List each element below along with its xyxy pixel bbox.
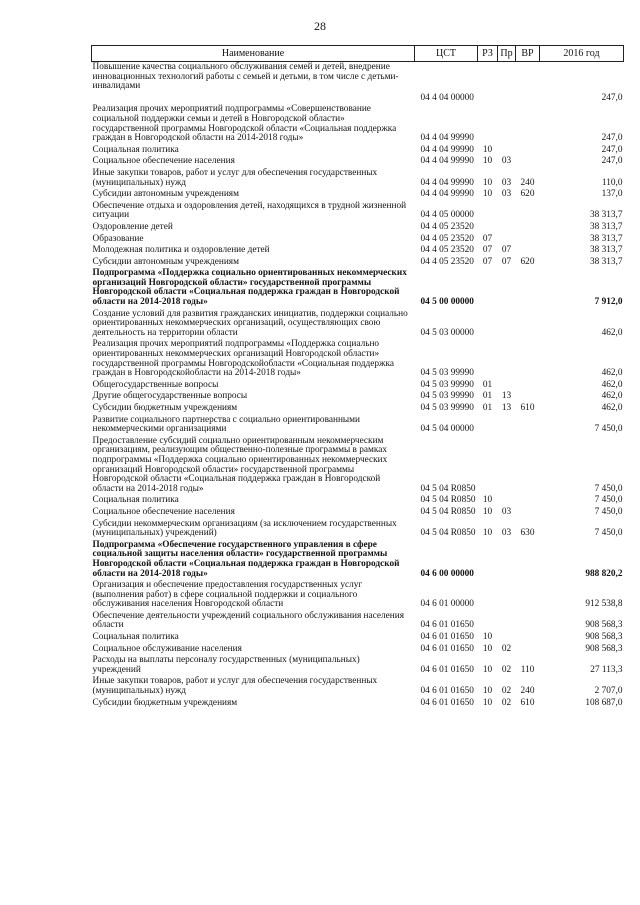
cell-rz: 07 — [482, 245, 493, 256]
cell-rz: 10 — [482, 528, 493, 539]
cell-vr: 240 — [520, 177, 535, 188]
cell-cst — [415, 62, 478, 93]
cell-name: Обеспечение деятельности учреждений социального обслуживания населения области — [92, 610, 405, 631]
cell-rz — [478, 339, 498, 379]
table-row — [92, 611, 624, 632]
cell-name: Молодежная политика и оздоровление детей — [92, 245, 270, 256]
cell-cst: 04 5 03 99990 — [420, 368, 474, 379]
table-row — [92, 519, 624, 540]
table-row — [92, 698, 624, 710]
cell-sum: 247,0 — [601, 92, 623, 103]
table-row — [92, 189, 624, 201]
cell-cst: 04 4 04 99990 — [420, 133, 474, 144]
cell-cst: 04 6 01 01650 — [420, 620, 474, 631]
cell-sum: 247,0 — [601, 133, 623, 144]
cell-vr — [516, 234, 540, 246]
cell-vr — [516, 339, 540, 379]
cell-vr: 620 — [520, 256, 535, 267]
cell-rz — [478, 309, 498, 340]
cell-sum: 27 113,3 — [590, 664, 623, 675]
cell-rz: 10 — [482, 664, 493, 675]
cell-pr: 13 — [501, 391, 512, 402]
cell-name: Реализация прочих мероприятий подпрограммы «Поддержка социально ориентированных некоммерческих организаций Новгородской области» государственной программы Новгородскойобласти «Социальная поддержка граждан в Новгородскойобласти на 2014-2018 годы» — [92, 339, 394, 379]
cell-sum: 912 538,8 — [585, 599, 623, 610]
cell-pr — [498, 104, 516, 144]
cell-pr — [498, 495, 516, 507]
cell-cst: 04 4 05 23520 — [420, 221, 474, 232]
cell-rz: 10 — [482, 189, 493, 200]
cell-rz: 01 — [482, 379, 493, 390]
cell-cst: 04 6 01 01650 — [420, 686, 474, 697]
cell-name: Повышение качества социального обслуживания семей и детей, внедрение инновационных технологий работы с семьей и детьми, в том числе с детьми-инвалидами — [92, 62, 399, 92]
cell-name: Создание условий для развития гражданских инициатив, поддержки социально ориентированных некоммерческих организаций, осуществляющих свою деятельность на территории области — [92, 308, 408, 338]
cell-pr — [498, 62, 516, 93]
cell-sum: 7 450,0 — [594, 528, 623, 539]
cell-name: Организация и обеспечение предоставления государственных услуг (выполнения работ) в сфере социальной поддержки и социального обслуживания населения Новгородской области — [92, 580, 363, 610]
cell-name: Социальное обслуживание населения — [92, 643, 242, 654]
cell-pr: 03 — [501, 528, 512, 539]
cell-pr: 02 — [501, 697, 512, 708]
cell-vr: 630 — [520, 528, 535, 539]
cell-pr: 03 — [501, 177, 512, 188]
cell-sum: 2 707,0 — [594, 686, 623, 697]
cell-rz — [478, 415, 498, 436]
cell-pr — [498, 580, 516, 611]
cell-sum: 247,0 — [601, 144, 623, 155]
cell-name: Подпрограмма «Обеспечение государственного управления в сфере социальной защиты населения области» государственной программы Новгородской области «Социальная поддержка граждан в Новгородской области на 2014-2018 годы» — [92, 539, 400, 579]
cell-name: Общегосударственные вопросы — [92, 379, 219, 390]
cell-rz: 10 — [482, 643, 493, 654]
cell-sum: 462,0 — [601, 379, 623, 390]
table-row — [92, 145, 624, 157]
cell-cst: 04 6 01 01650 — [420, 697, 474, 708]
cell-rz: 01 — [482, 391, 493, 402]
table-row — [92, 495, 624, 507]
header-name: Наименование — [92, 46, 415, 62]
cell-rz — [478, 436, 498, 496]
cell-name: Социальная политика — [92, 632, 179, 643]
cell-cst: 04 4 04 99990 — [420, 144, 474, 155]
table-row — [92, 268, 624, 308]
cell-cst: 04 5 00 00000 — [420, 297, 474, 308]
cell-vr: 240 — [520, 686, 535, 697]
cell-cst: 04 4 04 99990 — [420, 177, 474, 188]
table-row — [92, 245, 624, 257]
cell-pr: 02 — [501, 643, 512, 654]
cell-rz: 07 — [482, 233, 493, 244]
cell-vr — [516, 644, 540, 656]
cell-cst: 04 5 04 R0850 — [420, 528, 476, 539]
cell-cst: 04 5 04 R0850 — [420, 495, 476, 506]
cell-name: Социальная политика — [92, 144, 179, 155]
cell-pr: 13 — [501, 403, 512, 413]
cell-vr — [516, 415, 540, 436]
cell-name: Субсидии автономным учреждениям — [92, 256, 239, 267]
cell-cst: 04 5 03 99990 — [420, 391, 474, 402]
cell-pr — [498, 234, 516, 246]
cell-sum: 38 313,7 — [589, 245, 623, 256]
cell-vr — [516, 380, 540, 392]
cell-rz: 10 — [482, 506, 493, 517]
cell-pr — [498, 540, 516, 580]
cell-sum: 247,0 — [601, 156, 623, 167]
cell-pr — [498, 436, 516, 496]
cell-pr — [498, 222, 516, 234]
cell-rz — [478, 611, 498, 632]
cell-pr: 07 — [501, 245, 512, 256]
cell-pr — [498, 309, 516, 340]
cell-sum: 38 313,7 — [589, 233, 623, 244]
cell-vr — [516, 436, 540, 496]
table-row — [92, 632, 624, 644]
cell-name: Социальное обеспечение населения — [92, 506, 235, 517]
table-row — [92, 415, 624, 436]
cell-sum: 462,0 — [601, 403, 623, 413]
budget-table — [91, 45, 624, 709]
cell-rz: 10 — [482, 632, 493, 643]
header-cst: ЦСТ — [415, 46, 478, 62]
cell-vr — [516, 391, 540, 403]
cell-rz: 10 — [482, 156, 493, 167]
cell-pr — [498, 415, 516, 436]
table-row — [92, 655, 624, 676]
table-row — [92, 156, 624, 168]
cell-vr — [516, 222, 540, 234]
cell-rz: 10 — [482, 697, 493, 708]
cell-sum: 7 912,0 — [594, 297, 623, 308]
cell-cst: 04 4 04 00000 — [420, 92, 474, 103]
cell-sum: 7 450,0 — [594, 424, 623, 435]
cell-cst: 04 4 04 99990 — [420, 189, 474, 200]
cell-name: Субсидии бюджетным учреждениям — [92, 403, 238, 413]
cell-pr — [498, 380, 516, 392]
cell-sum: 38 313,7 — [589, 256, 623, 267]
header-sum: 2016 год — [540, 46, 624, 62]
cell-sum: 7 450,0 — [594, 495, 623, 506]
cell-cst: 04 6 01 00000 — [420, 599, 474, 610]
cell-name: Образование — [92, 233, 144, 244]
table-body — [92, 62, 624, 710]
cell-name — [92, 93, 415, 105]
cell-cst: 04 6 00 00000 — [420, 568, 474, 579]
cell-sum: 462,0 — [601, 327, 623, 338]
cell-cst: 04 5 03 99990 — [420, 403, 474, 413]
cell-pr — [498, 339, 516, 379]
table-row — [92, 168, 624, 189]
cell-name: Субсидии некоммерческим организациям (за исключением государственных (муниципальных) учреждений) — [92, 518, 397, 539]
table-row — [92, 403, 624, 415]
table-row — [92, 201, 624, 222]
table-row — [92, 93, 624, 105]
cell-vr: 610 — [520, 403, 535, 413]
cell-rz — [478, 93, 498, 105]
cell-sum: 462,0 — [601, 368, 623, 379]
table-row — [92, 644, 624, 656]
cell-sum: 38 313,7 — [589, 221, 623, 232]
page-number: 28 — [314, 19, 326, 33]
cell-pr — [498, 632, 516, 644]
table-row — [92, 234, 624, 246]
cell-pr: 02 — [501, 664, 512, 675]
cell-cst: 04 6 01 01650 — [420, 632, 474, 643]
cell-vr — [516, 580, 540, 611]
table-row — [92, 257, 624, 269]
cell-rz — [478, 268, 498, 308]
cell-cst: 04 4 05 23520 — [420, 233, 474, 244]
table-row — [92, 104, 624, 144]
table-row — [92, 676, 624, 697]
cell-sum: 7 450,0 — [594, 506, 623, 517]
cell-rz — [478, 62, 498, 93]
cell-rz: 10 — [482, 686, 493, 697]
cell-vr — [516, 93, 540, 105]
cell-vr — [516, 62, 540, 93]
cell-pr — [498, 145, 516, 157]
cell-vr: 110 — [520, 664, 535, 675]
cell-sum — [540, 62, 624, 93]
cell-sum: 462,0 — [601, 391, 623, 402]
cell-rz — [478, 580, 498, 611]
cell-vr: 620 — [520, 189, 535, 200]
cell-cst: 04 4 05 23520 — [420, 245, 474, 256]
cell-sum: 137,0 — [601, 189, 623, 200]
cell-sum: 988 820,2 — [585, 568, 623, 579]
cell-rz: 10 — [482, 495, 493, 506]
cell-name: Расходы на выплаты персоналу государственных (муниципальных) учреждений — [92, 655, 360, 675]
cell-cst: 04 5 03 00000 — [420, 327, 474, 338]
cell-vr — [516, 309, 540, 340]
table-row — [92, 380, 624, 392]
table-row — [92, 62, 624, 93]
cell-name: Другие общегосударственные вопросы — [92, 391, 248, 402]
cell-vr — [516, 268, 540, 308]
table-row — [92, 580, 624, 611]
header-vr: ВР — [516, 46, 540, 62]
cell-sum: 38 313,7 — [589, 210, 623, 221]
cell-pr — [498, 611, 516, 632]
cell-cst: 04 5 04 R0850 — [420, 506, 476, 517]
cell-vr — [516, 507, 540, 519]
cell-name: Социальное обеспечение населения — [92, 156, 235, 167]
cell-cst: 04 6 01 01650 — [420, 664, 474, 675]
cell-cst: 04 6 01 01650 — [420, 643, 474, 654]
cell-cst: 04 4 05 23520 — [420, 256, 474, 267]
cell-sum: 110,0 — [601, 177, 623, 188]
cell-sum: 908 568,3 — [585, 620, 623, 631]
cell-rz — [478, 201, 498, 222]
cell-name: Иные закупки товаров, работ и услуг для обеспечения государственных (муниципальных) нужд — [92, 167, 378, 188]
cell-cst: 04 5 04 R0850 — [420, 483, 476, 494]
cell-vr — [516, 145, 540, 157]
cell-name: Развитие социального партнерства с социально ориентированными некоммерческими организациями — [92, 414, 361, 435]
cell-name: Оздоровление детей — [92, 221, 173, 232]
cell-vr — [516, 611, 540, 632]
cell-name: Субсидии бюджетным учреждениям — [92, 697, 238, 708]
cell-sum: 908 568,3 — [585, 632, 623, 643]
cell-rz: 01 — [482, 403, 493, 413]
cell-cst: 04 4 05 00000 — [420, 210, 474, 221]
cell-rz: 10 — [482, 144, 493, 155]
cell-pr: 02 — [501, 686, 512, 697]
table-row — [92, 222, 624, 234]
table-header — [92, 46, 624, 62]
cell-name: Обеспечение отдыха и оздоровления детей, находящихся в трудной жизненной ситуации — [92, 200, 407, 221]
cell-pr: 03 — [501, 189, 512, 200]
cell-rz — [478, 540, 498, 580]
cell-name: Субсидии автономным учреждениям — [92, 189, 239, 200]
cell-pr — [498, 201, 516, 222]
cell-pr — [498, 93, 516, 105]
cell-cst: 04 4 04 99990 — [420, 156, 474, 167]
cell-vr — [516, 156, 540, 168]
cell-cst: 04 5 03 99990 — [420, 379, 474, 390]
cell-cst: 04 5 04 00000 — [420, 424, 474, 435]
cell-name: Подпрограмма «Поддержка социально ориентированных некоммерческих организаций Новгородской области» государственной программы Новгородской области «Социальная поддержка граждан в Новгородской области на 2014-2018 годы» — [92, 268, 407, 308]
cell-sum: 7 450,0 — [594, 483, 623, 494]
cell-pr: 07 — [501, 256, 512, 267]
table-row — [92, 436, 624, 496]
cell-vr — [516, 540, 540, 580]
cell-sum: 108 687,0 — [585, 697, 623, 708]
table-row — [92, 507, 624, 519]
header-rz: РЗ — [478, 46, 498, 62]
cell-rz: 10 — [482, 177, 493, 188]
cell-pr: 03 — [501, 506, 512, 517]
cell-vr — [516, 201, 540, 222]
table-row — [92, 309, 624, 340]
table-row — [92, 339, 624, 379]
table-row — [92, 391, 624, 403]
cell-rz — [478, 222, 498, 234]
cell-rz — [478, 104, 498, 144]
table-row — [92, 540, 624, 580]
cell-name: Реализация прочих мероприятий подпрограммы «Совершенствование социальной поддержки семьи и детей в Новгородской области» государственной программы Новгородской области «Социальная поддержка граждан в Новгородской области на 2014-2018 годы» — [92, 104, 397, 144]
cell-name: Предоставление субсидий социально ориентированным некоммерческим организациям, реализующим общественно-полезные программы в рамках подпрограммы «Поддержка социально ориентированных некоммерческих организаций Новгородской области» государственной программы Новгородской области «Социальная поддержка граждан в Новгородской области на 2014-2018 годы» — [92, 435, 388, 494]
cell-vr: 610 — [520, 697, 535, 708]
cell-vr — [516, 632, 540, 644]
cell-pr — [498, 268, 516, 308]
cell-vr — [516, 104, 540, 144]
header-pr: Пр — [498, 46, 516, 62]
cell-pr: 03 — [501, 156, 512, 167]
cell-name: Социальная политика — [92, 495, 179, 506]
cell-sum: 908 568,3 — [585, 643, 623, 654]
cell-vr — [516, 245, 540, 257]
cell-rz: 07 — [482, 256, 493, 267]
cell-vr — [516, 495, 540, 507]
cell-name: Иные закупки товаров, работ и услуг для обеспечения государственных (муниципальных) нужд — [92, 676, 378, 697]
